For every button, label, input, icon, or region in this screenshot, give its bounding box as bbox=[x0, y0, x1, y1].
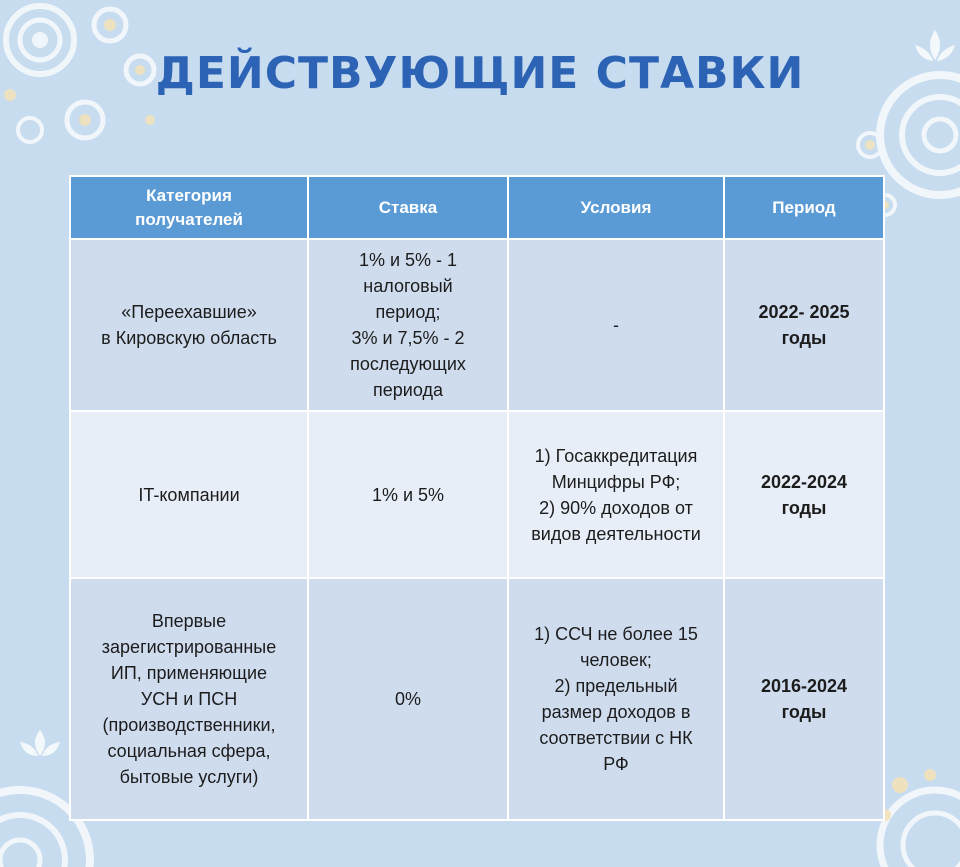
period-cell: 2022-2024 годы bbox=[724, 411, 884, 578]
header-category: Категория получателей bbox=[70, 176, 308, 239]
period-cell: 2016-2024 годы bbox=[724, 578, 884, 820]
table-row bbox=[70, 578, 884, 820]
rate-cell: 0% bbox=[308, 578, 508, 820]
table-row bbox=[70, 411, 884, 578]
category-cell: Впервые зарегистрированные ИП, применяющие УСН и ПСН (производственники, социальная сфера, бытовые услуги) bbox=[70, 578, 308, 820]
rate-cell: 1% и 5% - 1 налоговый период; 3% и 7,5% - 2 последующих периода bbox=[308, 239, 508, 411]
rates-table bbox=[69, 175, 885, 821]
rate-cell: 1% и 5% bbox=[308, 411, 508, 578]
header-conditions: Условия bbox=[508, 176, 724, 239]
conditions-cell: 1) ССЧ не более 15 человек; 2) предельный размер доходов в соответствии с НК РФ bbox=[508, 578, 724, 820]
conditions-cell: 1) Госаккредитация Минцифры РФ; 2) 90% доходов от видов деятельности bbox=[508, 411, 724, 578]
conditions-cell: - bbox=[508, 239, 724, 411]
category-cell: «Переехавшие» в Кировскую область bbox=[70, 239, 308, 411]
table-header-row bbox=[70, 176, 884, 239]
header-period: Период bbox=[724, 176, 884, 239]
header-rate: Ставка bbox=[308, 176, 508, 239]
period-cell: 2022- 2025 годы bbox=[724, 239, 884, 411]
category-cell: IT-компании bbox=[70, 411, 308, 578]
table-row bbox=[70, 239, 884, 411]
page-title: ДЕЙСТВУЮЩИЕ СТАВКИ bbox=[155, 48, 805, 99]
